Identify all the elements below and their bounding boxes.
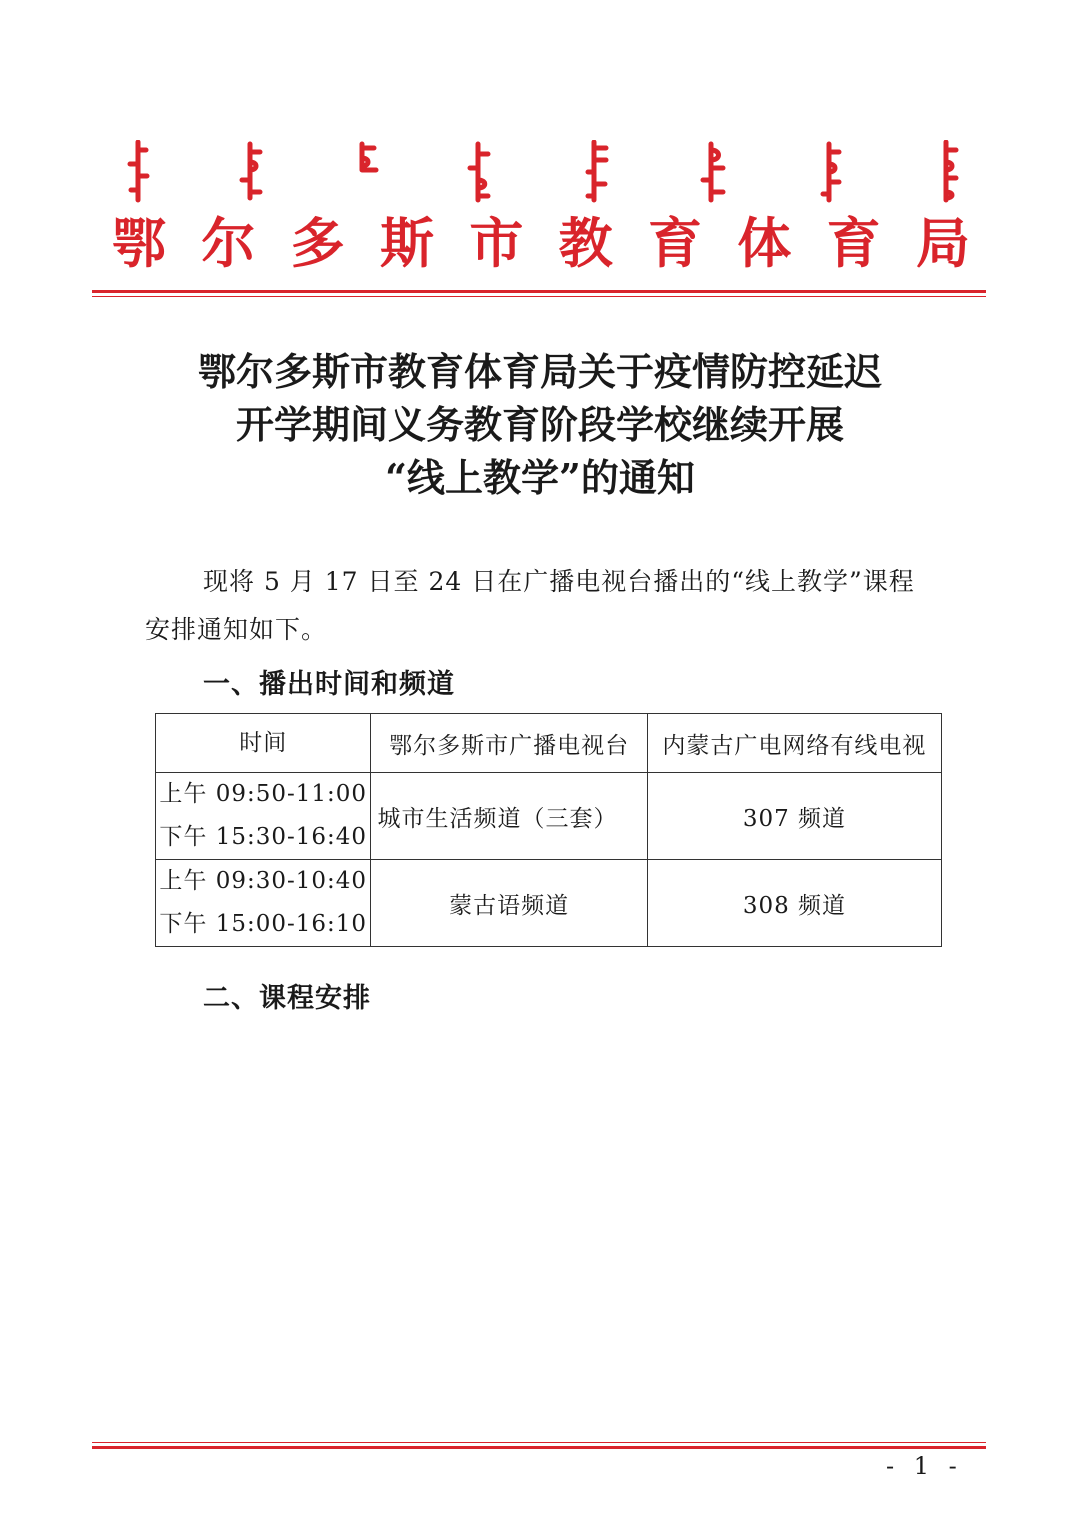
tv-channel-cell: 城市生活频道（三套） <box>371 773 647 860</box>
cable-channel-cell: 308 频道 <box>647 860 941 947</box>
section-heading-broadcast: 一、播出时间和频道 <box>203 669 455 700</box>
page-number: - 1 - <box>886 1452 963 1480</box>
org-name-char: 教 <box>558 211 613 275</box>
time-am: 上午 09:30-10:40 <box>159 868 368 894</box>
document-title <box>100 345 980 504</box>
broadcast-schedule-table <box>155 713 942 947</box>
intro-paragraph <box>145 558 960 654</box>
table-header-row <box>156 714 942 773</box>
org-name-char: 育 <box>647 211 702 275</box>
time-pm: 下午 15:00-16:10 <box>159 911 368 937</box>
mongolian-word-icon <box>932 140 962 204</box>
org-name-char: 尔 <box>201 211 256 275</box>
mongolian-word-icon <box>697 140 731 204</box>
org-name-char: 体 <box>737 211 792 275</box>
footer-divider-thin <box>92 1442 986 1443</box>
mongolian-script-org-name <box>112 140 962 210</box>
intro-line: 现将 5 月 17 日至 24 日在广播电视台播出的“线上教学”课程 <box>203 567 915 596</box>
title-line: 鄂尔多斯市教育体育局关于疫情防控延迟 <box>197 349 882 394</box>
section-heading-courses: 二、课程安排 <box>203 983 371 1014</box>
header-tv-station: 鄂尔多斯市广播电视台 <box>371 714 647 773</box>
org-name-char: 市 <box>469 211 524 275</box>
mongolian-word-icon <box>582 140 612 204</box>
time-cell <box>156 860 371 947</box>
header-cable-network: 内蒙古广电网络有线电视 <box>647 714 941 773</box>
org-name-char: 鄂 <box>112 211 166 275</box>
time-pm: 下午 15:30-16:40 <box>159 824 368 850</box>
mongolian-word-icon <box>464 140 494 204</box>
intro-line: 安排通知如下。 <box>145 615 328 644</box>
mongolian-word-icon <box>126 140 150 204</box>
mongolian-word-icon <box>352 140 382 180</box>
org-name-heading <box>112 208 970 278</box>
org-name-char: 多 <box>290 211 345 275</box>
time-cell <box>156 773 371 860</box>
tv-channel-cell: 蒙古语频道 <box>371 860 647 947</box>
table-row <box>156 860 942 947</box>
cable-channel-cell: 307 频道 <box>647 773 941 860</box>
table-row <box>156 773 942 860</box>
time-am: 上午 09:50-11:00 <box>159 781 368 807</box>
footer-divider-thick <box>92 1446 986 1449</box>
mongolian-word-icon <box>236 140 268 204</box>
org-name-char: 斯 <box>379 211 434 275</box>
header-time: 时间 <box>156 714 371 773</box>
letterhead-divider-thick <box>92 290 986 293</box>
org-name-char: 局 <box>915 211 970 275</box>
org-name-char: 育 <box>826 211 881 275</box>
letterhead-divider-thin <box>92 296 986 297</box>
title-line: 开学期间义务教育阶段学校继续开展 <box>235 402 844 447</box>
title-line: “线上教学”的通知 <box>385 455 695 500</box>
mongolian-word-icon <box>817 140 847 204</box>
